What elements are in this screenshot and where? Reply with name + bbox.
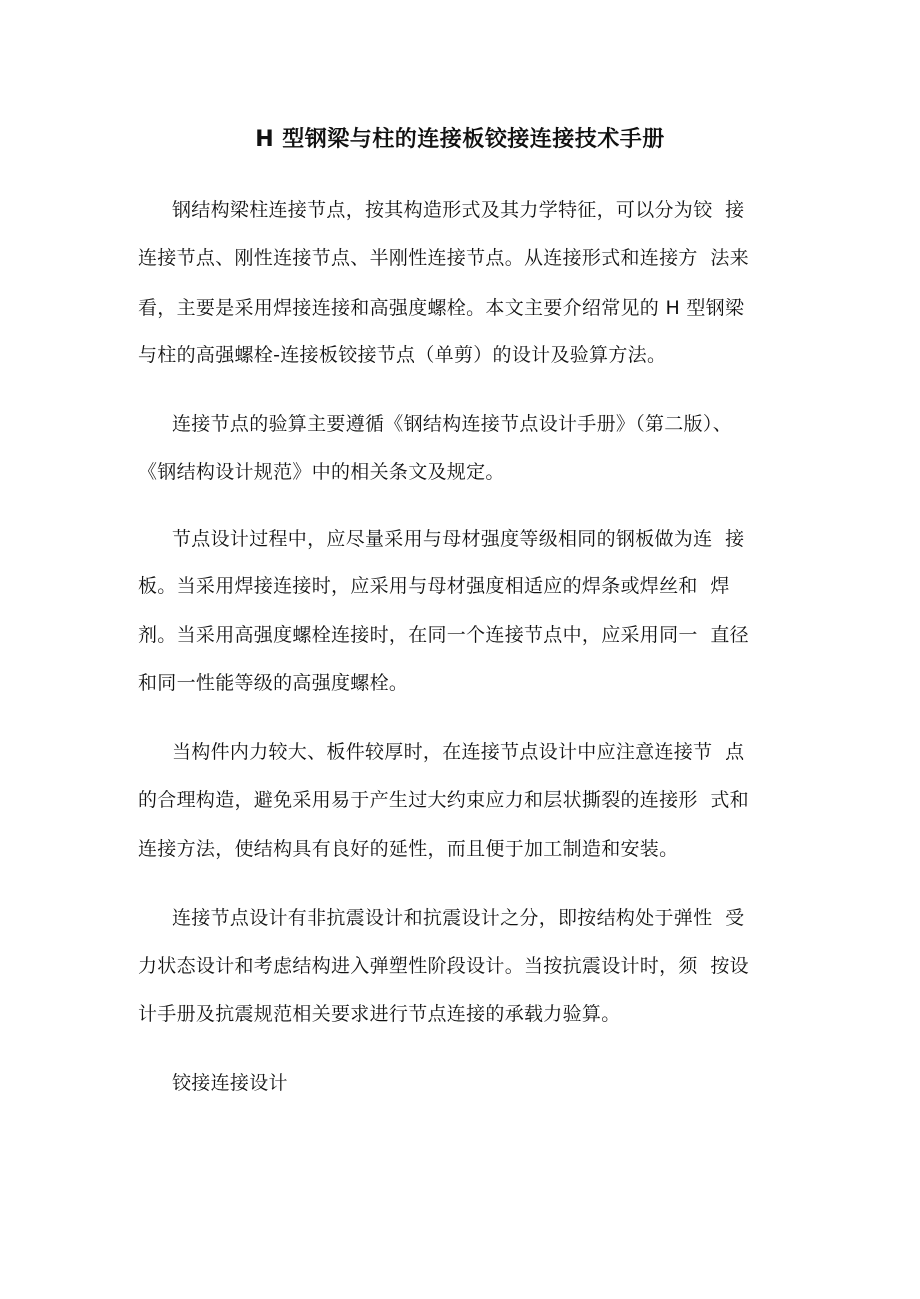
paragraph-1-line-2: 连接节点、刚性连接节点、半刚性连接节点。从连接形式和连接方 法来 bbox=[138, 247, 749, 269]
paragraph-3-line-3: 剂。当采用高强度螺栓连接时，在同一个连接节点中，应采用同一 直径 bbox=[138, 624, 749, 646]
paragraph-1-line-1: 钢结构梁柱连接节点，按其构造形式及其力学特征，可以分为铰 接 bbox=[172, 199, 745, 221]
paragraph-3-line-2: 板。当采用焊接连接时，应采用与母材强度相适应的焊条或焊丝和 焊 bbox=[138, 575, 730, 597]
paragraph-1-line-4: 与柱的高强螺栓-连接板铰接节点（单剪）的设计及验算方法。 bbox=[138, 344, 667, 366]
paragraph-4-line-3: 连接方法，使结构具有良好的延性，而且便于加工制造和安装。 bbox=[138, 838, 679, 860]
page-title: H 型钢梁与柱的连接板铰接连接技术手册 bbox=[255, 127, 665, 152]
paragraph-5-line-1: 连接节点设计有非抗震设计和抗震设计之分，即按结构处于弹性 受 bbox=[172, 907, 745, 929]
paragraph-4-line-1: 当构件内力较大、板件较厚时，在连接节点设计中应注意连接节 点 bbox=[172, 741, 745, 763]
paragraph-1-line-3: 看，主要是采用焊接连接和高强度螺栓。本文主要介绍常见的 H 型钢梁 bbox=[138, 297, 745, 319]
paragraph-5-line-3: 计手册及抗震规范相关要求进行节点连接的承载力验算。 bbox=[138, 1003, 621, 1025]
paragraph-5-line-2: 力状态设计和考虑结构进入弹塑性阶段设计。当按抗震设计时，须 按设 bbox=[138, 955, 749, 977]
paragraph-3-line-1: 节点设计过程中，应尽量采用与母材强度等级相同的钢板做为连 接 bbox=[172, 528, 745, 550]
section-heading: 铰接连接设计 bbox=[172, 1072, 288, 1094]
paragraph-2-line-2: 《钢结构设计规范》中的相关条文及规定。 bbox=[138, 461, 505, 483]
paragraph-4-line-2: 的合理构造，避免采用易于产生过大约束应力和层状撕裂的连接形 式和 bbox=[138, 789, 749, 811]
paragraph-2-line-1: 连接节点的验算主要遵循《钢结构连接节点设计手册》（第二版）、 bbox=[172, 413, 733, 435]
paragraph-3-line-4: 和同一性能等级的高强度螺栓。 bbox=[138, 672, 409, 694]
